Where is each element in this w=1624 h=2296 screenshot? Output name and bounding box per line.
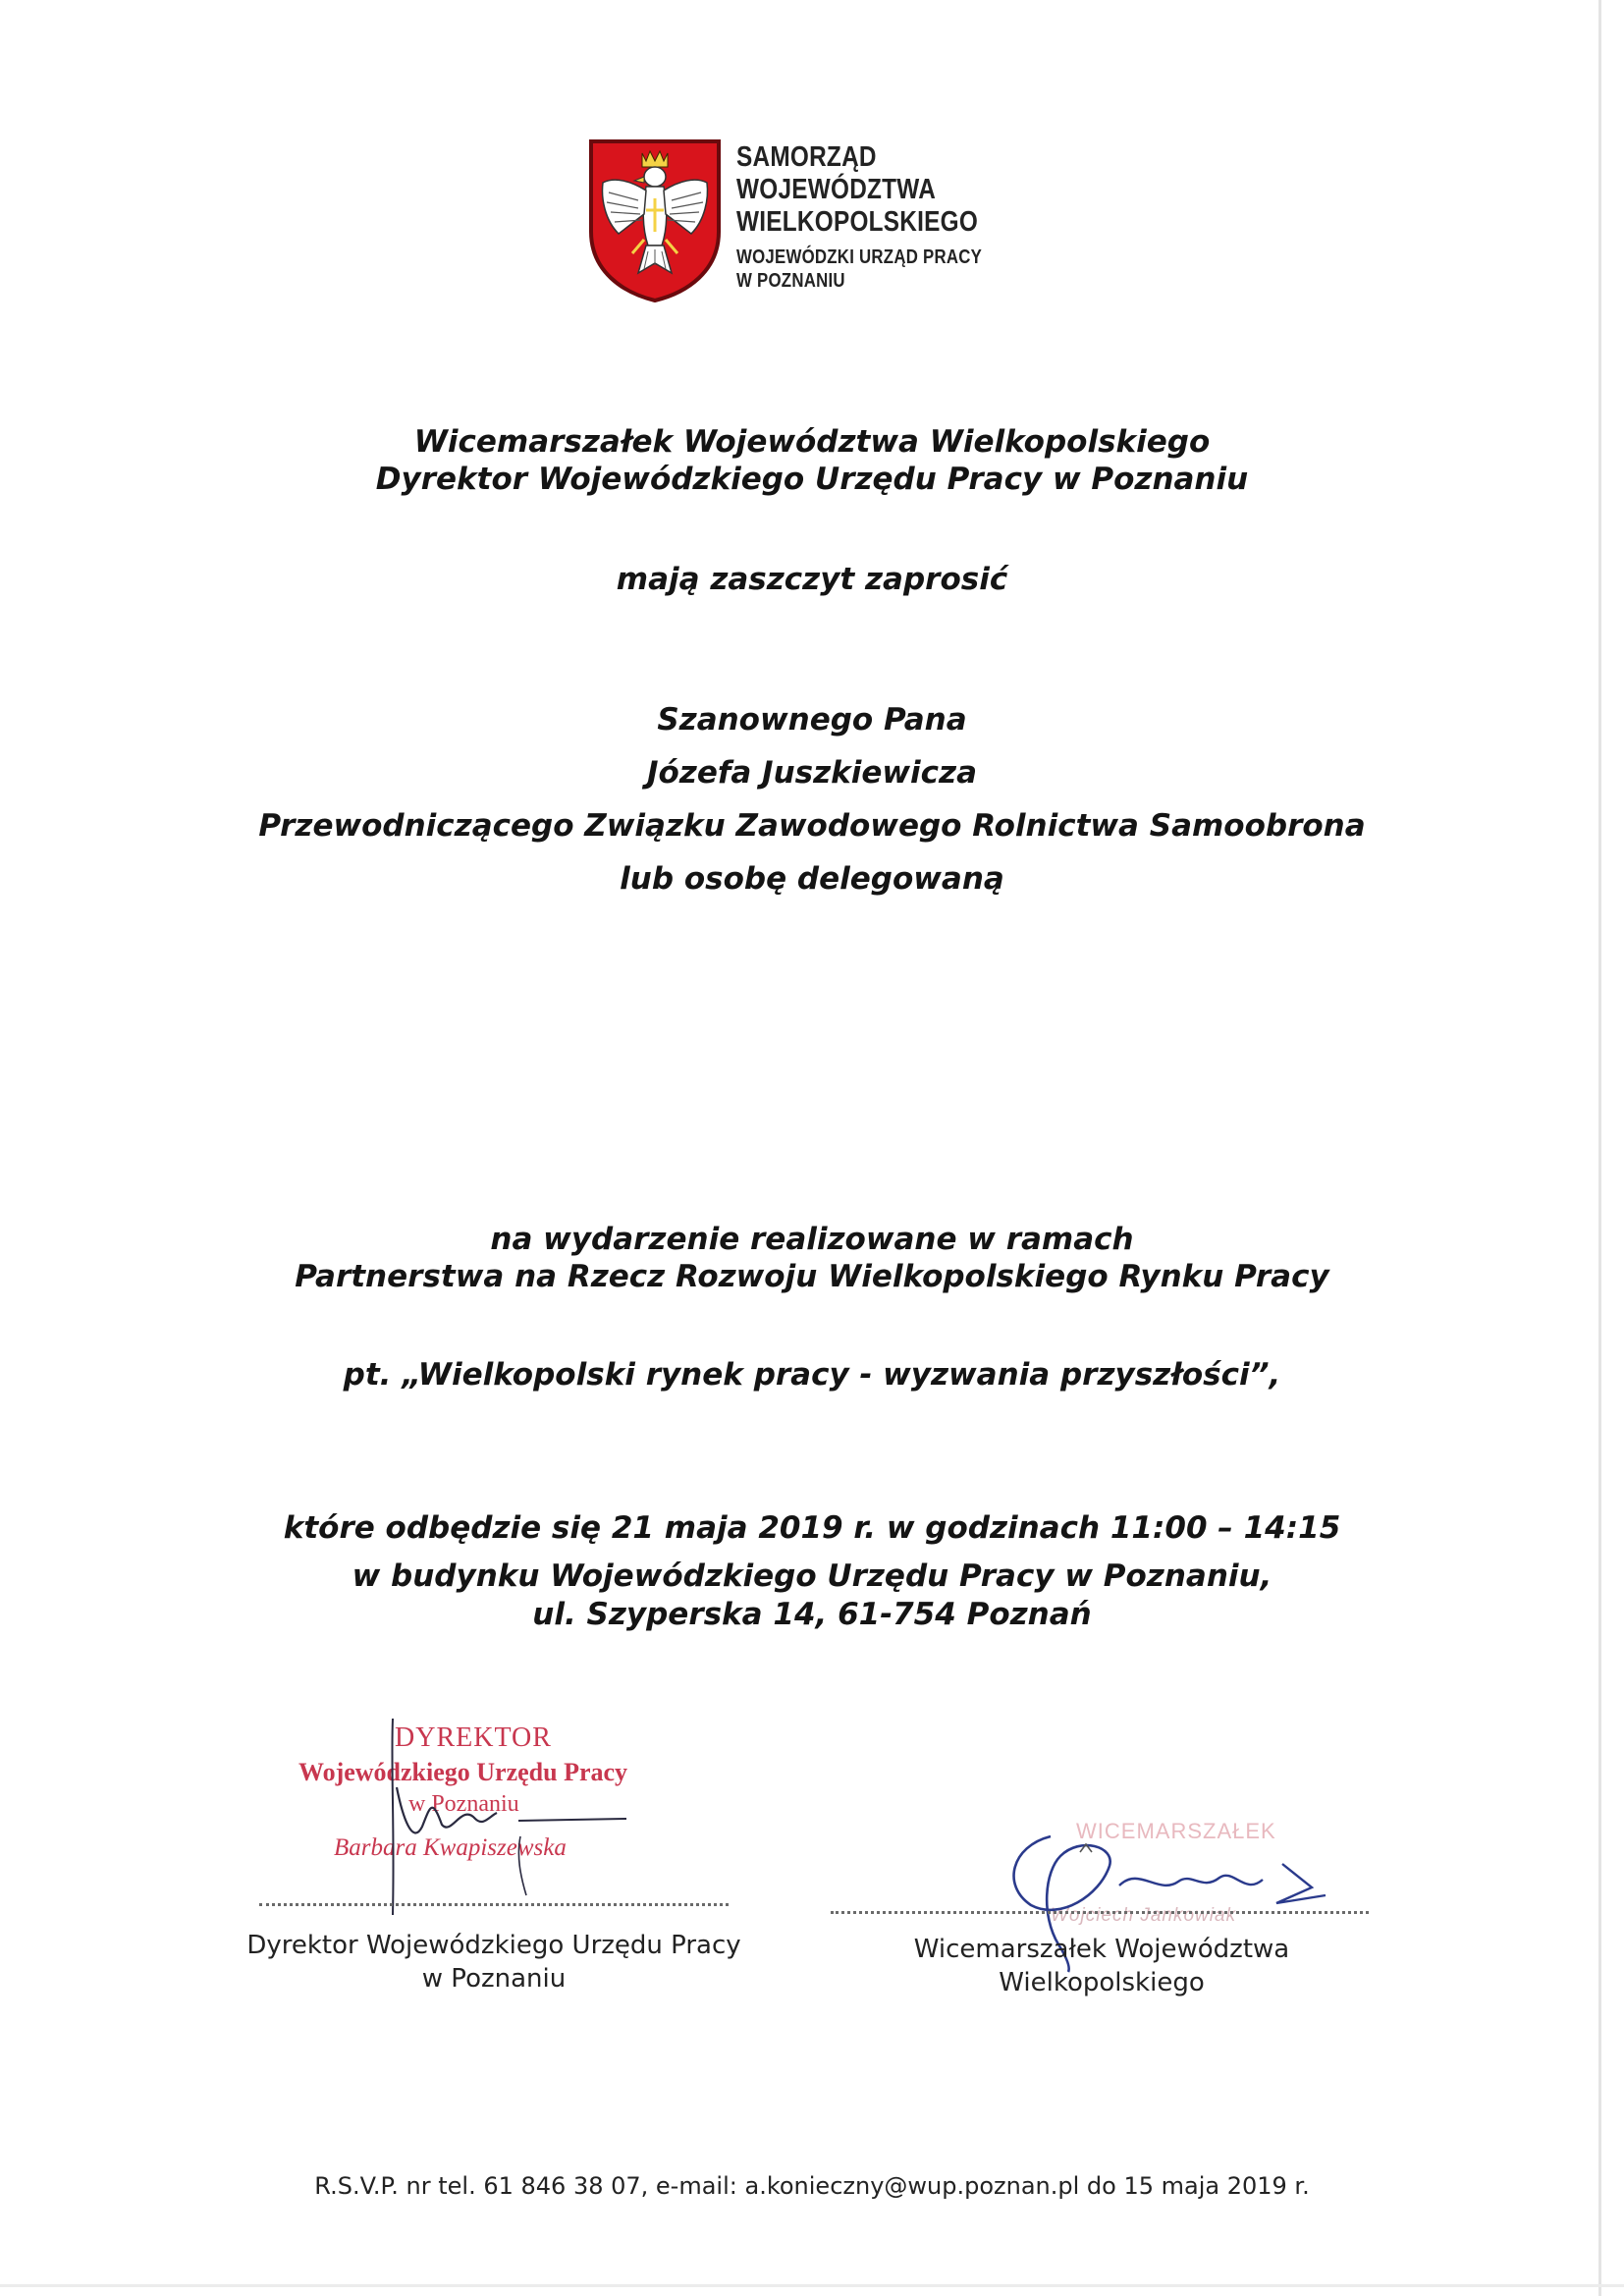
- signature-line-right: [831, 1911, 1369, 1914]
- director-signature: [373, 1709, 648, 1925]
- event-intro-line-1: na wydarzenie realizowane w ramach: [490, 1222, 1134, 1257]
- signature-line-left: [259, 1903, 729, 1906]
- page-edge-right: [1598, 0, 1601, 2296]
- org-name-line: SAMORZĄD WOJEWÓDZTWA: [736, 141, 937, 205]
- event-venue: w budynku Wojewódzkiego Urzędu Pracy w Poznaniu,: [352, 1558, 1272, 1594]
- caption-line: Dyrektor Wojewódzkiego Urzędu Pracy: [246, 1931, 741, 1960]
- vice-marshal-stamp-name: Wojciech Jankowiak: [1051, 1905, 1237, 1926]
- white-eagle-crest-icon: [587, 137, 723, 302]
- rsvp-note: R.S.V.P. nr tel. 61 846 38 07, e-mail: a.konieczny@wup.poznan.pl do 15 maja 2019 r.: [314, 2172, 1310, 2200]
- stamp-title: DYREKTOR: [395, 1722, 552, 1753]
- page-edge-bottom: [0, 2284, 1624, 2287]
- host-line-1: Wicemarszałek Województwa Wielkopolskiego: [413, 424, 1211, 460]
- event-intro-line-2: Partnerstwa na Rzecz Rozwoju Wielkopolskiego Rynku Pracy: [295, 1259, 1329, 1294]
- guest-name: Józefa Juszkiewicza: [646, 755, 978, 791]
- org-unit-line: WOJEWÓDZKI URZĄD PRACY: [736, 246, 983, 268]
- caption-line: Wicemarszałek Województwa: [913, 1935, 1290, 1964]
- delegate-note: lub osobę delegowaną: [620, 861, 1004, 897]
- org-name-line: WIELKOPOLSKIEGO: [736, 206, 979, 238]
- stamp-name: Barbara Kwapiszewska: [334, 1834, 567, 1861]
- vice-marshal-stamp-title: WICEMARSZAŁEK: [1076, 1819, 1276, 1843]
- salutation: Szanownego Pana: [657, 702, 967, 738]
- event-title: pt. „Wielkopolski rynek pracy - wyzwania przyszłości”,: [343, 1357, 1281, 1393]
- org-unit-line: W POZNANIU: [736, 270, 845, 292]
- org-unit: [736, 246, 1050, 293]
- event-date: które odbędzie się 21 maja 2019 r. w godzinach 11:00 – 14:15: [283, 1510, 1341, 1546]
- caption-line: Wielkopolskiego: [999, 1968, 1205, 1997]
- invite-phrase: mają zaszczyt zaprosić: [616, 562, 1008, 597]
- event-address: ul. Szyperska 14, 61-754 Poznań: [532, 1597, 1092, 1632]
- guest-title: Przewodniczącego Związku Zawodowego Rolnictwa Samoobrona: [258, 808, 1366, 844]
- org-name: [736, 141, 1050, 239]
- caption-line: w Poznaniu: [421, 1964, 567, 1994]
- stamp-institution: Wojewódzkiego Urzędu Pracy: [298, 1758, 628, 1786]
- vice-marshal-caption: [807, 1933, 1396, 1999]
- host-line-2: Dyrektor Wojewódzkiego Urzędu Pracy w Poznaniu: [375, 462, 1249, 497]
- stamp-city: w Poznaniu: [408, 1791, 519, 1817]
- director-caption: [199, 1929, 788, 1995]
